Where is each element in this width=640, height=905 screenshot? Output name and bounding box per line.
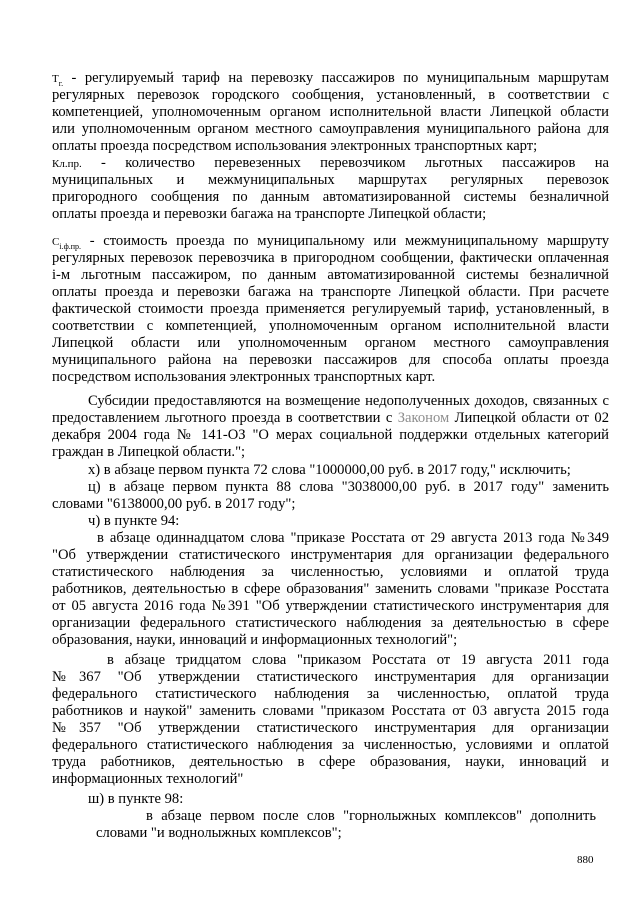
text-line: - количество перевезенных перевозчиком льготных пассажиров на — [81, 155, 609, 171]
text-line: Субсидии предоставляются на возмещение недополученных доходов, связанных с — [88, 393, 609, 409]
text-line: от 05 августа 2016 года №391 "Об утверждении статистического инструментария для — [52, 598, 609, 614]
text-line: информационных технологий" — [52, 771, 244, 787]
law-link[interactable]: Законом — [397, 410, 450, 426]
text-line: словами "и воднолыжных комплексов"; — [96, 825, 342, 841]
text-line: муниципального района на перевозки пассажиров для способа оплаты проезда — [52, 352, 609, 368]
symbol-c-sub: i.ф.пр. — [59, 241, 82, 251]
text-line: декабря 2004 года № 141-ОЗ "О мерах социальной поддержки отдельных категорий — [52, 427, 609, 443]
symbol-c: С — [52, 236, 60, 248]
text-line: труда работников, деятельностью в сфере образования, науки, инноваций и — [52, 754, 609, 770]
text-line: в абзаце тридцатом слова "приказом Росстата от 19 августа 2011 года — [107, 652, 609, 668]
text-line: оплаты проезда и перевозки багажа на транспорте Липецкой области. При расчете — [52, 284, 609, 300]
text-line: предоставлением льготного проезда в соответствии с — [52, 410, 398, 426]
text-line: соответствии с компетенцией, уполномоченным органом исполнительной власти — [52, 318, 609, 334]
text-line: в абзаце первом после слов "горнолыжных комплексов" дополнить — [146, 808, 596, 824]
text-line: фактической стоимости проезда применяется регулируемый тариф, установленный, в — [52, 301, 609, 317]
text-line: работников и наукой" заменить словами "приказом Росстата от 03 августа 2015 года — [52, 703, 609, 719]
text-line: оплаты проезда посредством использования электронных транспортных карт; — [52, 138, 538, 154]
text-line: компетенцией, уполномоченным органом исполнительной власти Липецкой области — [52, 104, 609, 120]
text-line: пригородного сообщения по данным автоматизированной системы безналичной — [52, 189, 609, 205]
text-line: или уполномоченным органом местного самоуправления муниципального района для — [52, 121, 609, 137]
text-line: ч) в пункте 94: — [88, 513, 180, 529]
symbol-kl: Кл.пр. — [52, 158, 82, 170]
text-line: Липецкой области или уполномоченным органом местного самоуправления — [52, 335, 609, 351]
text-line: работников, деятельностью в сфере образования" заменить словами "приказе Росстата — [52, 581, 609, 597]
symbol-t-sub: г. — [58, 78, 64, 88]
text-line: - стоимость проезда по муниципальному или межмуниципальному маршруту — [81, 233, 609, 249]
text-line: граждан в Липецкой области."; — [52, 444, 246, 460]
text-line: Липецкой области от 02 — [449, 410, 609, 426]
text-line: посредством использования электронных транспортных карт. — [52, 369, 436, 385]
text-line: i-м льготным пассажиром, по данным автоматизированной системы безналичной — [52, 267, 609, 283]
text-line: регулярных перевозок городского сообщения, установленный, в соответствии с — [52, 87, 609, 103]
text-line: федерального статистического наблюдения за численностью, условиями и оплатой — [52, 737, 609, 753]
symbol-t: Т — [52, 73, 59, 85]
text-line: образования, науки, инноваций и информационных технологий"; — [52, 632, 458, 648]
text-line: №367 "Об утверждении статистического инструментария для организации — [52, 669, 609, 685]
text-line: словами "6138000,00 руб. в 2017 году"; — [52, 496, 296, 512]
text-line: федерального статистического наблюдения за численностью, оплатой труда — [52, 686, 609, 702]
text-line: ш) в пункте 98: — [88, 791, 184, 807]
page-number: 880 — [577, 854, 594, 866]
text-line: оплаты проезда и перевозки багажа на транспорте Липецкой области; — [52, 206, 487, 222]
text-line: "Об утверждении статистического инструментария для организации федерального — [52, 547, 609, 563]
text-line: статистического наблюдения за численностью, условиями и оплатой труда — [52, 564, 609, 580]
text-line: регулярных перевозок перевозчика в пригородном сообщении, фактически оплаченная — [52, 250, 609, 266]
text-line: х) в абзаце первом пункта 72 слова "1000000,00 руб. в 2017 году," исключить; — [88, 462, 571, 478]
text-line: ц) в абзаце первом пункта 88 слова "3038000,00 руб. в 2017 году" заменить — [88, 479, 609, 495]
text-line: организации федерального статистического наблюдения за деятельностью в сфере — [52, 615, 609, 631]
text-line: - регулируемый тариф на перевозку пассажиров по муниципальным маршрутам — [63, 70, 609, 86]
text-line: муниципальных и межмуниципальных маршрутах регулярных перевозок — [52, 172, 609, 188]
text-line: в абзаце одиннадцатом слова "приказе Росстата от 29 августа 2013 года №349 — [97, 530, 609, 546]
text-line: №357 "Об утверждении статистического инструментария для организации — [52, 720, 609, 736]
